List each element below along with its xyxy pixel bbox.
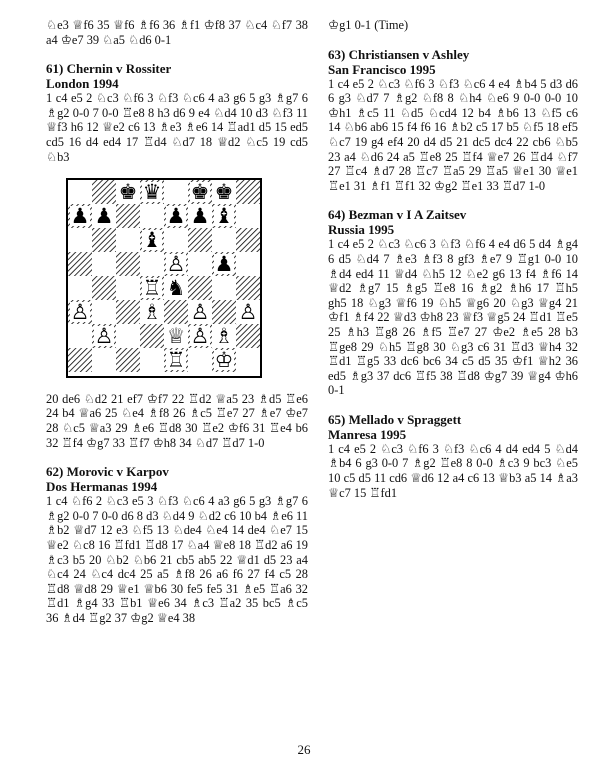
board-square-f4 — [188, 276, 212, 300]
board-square-b4 — [92, 276, 116, 300]
board-square-b3 — [92, 300, 116, 324]
board-square-c3 — [116, 300, 140, 324]
game-62-moves: 1 c4 ♘f6 2 ♘c3 e5 3 ♘f3 ♘c6 4 a3 g6 5 g3 ♗g7 6 ♗g2 0-0 7 0-0 d6 8 d3 ♘d4 9 ♘d2 c6 10 b4 ♗e6 11 ♗b2 ♕d7 12 e3 ♘f5 13 ♘de4 ♘e4 14 de4 ♘e7 15 ♕e2 ♘c8 16 ♖fd1 ♖d8 17 ♘a4 ♕e8 18 ♖d2 a6 19 ♗c3 b5 20 ♘b2 ♘b6 21 cb5 ab5 22 ♕d1 d5 23 a4 ♘c4 24 ♘c4 dc4 25 a5 ♗f8 26 a6 f6 27 f4 c5 28 ♖d8 ♕d8 29 ♕e1 ♕b6 30 fe5 fe5 31 ♗e5 ♖a6 32 ♖d1 ♗g4 33 ♖b1 ♕e6 34 ♗c3 ♖a2 35 bc5 ♗c5 36 ♗d4 ♖g2 37 ♔g2 ♕e4 38 — [46, 494, 308, 625]
board-square-d5 — [140, 252, 164, 276]
chess-piece-g5: ♟ — [214, 252, 234, 277]
board-square-c5 — [116, 252, 140, 276]
game-61-moves-b: 20 de6 ♘d2 21 ef7 ♔f7 22 ♖d2 ♕a5 23 ♗d5 ♖e6 24 b4 ♕a6 25 ♘e4 ♗f8 26 ♗c5 ♖e7 27 ♗e7 ♔e7 28 ♘c5 ♕a3 29 ♗e6 ♖d8 30 ♖e2 ♔f6 31 ♖e4 b6 32 ♖f4 ♔g7 33 ♖f7 ♔h8 34 ♘d7 ♖d7 1-0 — [46, 391, 308, 450]
game62-continuation: ♔g1 0-1 (Time) — [328, 18, 409, 32]
board-square-b1 — [92, 348, 116, 372]
chess-piece-d8: ♛ — [142, 180, 162, 205]
game-65-event: Manresa 1995 — [328, 426, 407, 442]
game-63 — [328, 47, 578, 194]
chess-piece-f7: ♟ — [190, 204, 210, 229]
chess-diagram — [66, 178, 308, 378]
board-square-h5 — [236, 252, 260, 276]
game-62-title: 62) Morovic v Karpov — [46, 464, 169, 480]
chess-piece-g7: ♝ — [214, 204, 234, 229]
chess-piece-d4: ♖ — [142, 276, 162, 301]
right-column — [328, 18, 578, 500]
board-square-g3 — [212, 300, 236, 324]
chess-piece-e7: ♟ — [166, 204, 186, 229]
board-square-g4 — [212, 276, 236, 300]
chess-piece-f3: ♙ — [190, 300, 210, 325]
board-square-e8 — [164, 180, 188, 204]
board-square-h7 — [236, 204, 260, 228]
chess-piece-b7: ♟ — [94, 204, 114, 229]
board-square-c1 — [116, 348, 140, 372]
game60-continuation: ♘e3 ♕f6 35 ♕f6 ♗f6 36 ♗f1 ♔f8 37 ♘c4 ♘f7 38 a4 ♔e7 39 ♘a5 ♘d6 0-1 — [46, 18, 308, 47]
game-64-moves: 1 c4 e5 2 ♘c3 ♘c6 3 ♘f3 ♘f6 4 e4 d6 5 d4 ♗g4 6 d5 ♘d4 7 ♗e3 ♗f3 8 gf3 ♗e7 9 ♖g1 0-0 10 ♗d4 ed4 11 ♕d4 ♘h5 12 ♘e2 g6 13 f4 ♗f6 14 ♕d2 ♗g7 15 ♗g5 ♖e8 16 ♗g2 ♗h6 17 ♖h5 gh5 18 ♘g3 ♕f6 19 ♘h5 ♕g6 20 ♘g3 ♕g4 21 ♔f1 ♗f4 22 ♕d3 ♔h8 23 ♕f3 ♕g5 24 ♖d1 ♖e5 25 ♗h3 ♖g8 26 ♗f5 ♖e7 27 ♔e2 ♗e5 28 b3 ♖ge8 29 ♘h5 ♖g8 30 ♘g3 c6 31 ♖d3 ♕h4 32 ♖d1 ♖g5 33 dc6 bc6 34 c5 d5 35 ♔f1 ♕h2 36 ed5 ♗g3 37 dc6 ♖f5 38 ♖d8 ♔g7 39 ♕g4 ♔h6 0-1 — [328, 237, 578, 398]
chess-piece-g8: ♚ — [214, 180, 234, 205]
board-square-f5 — [188, 252, 212, 276]
chess-piece-d6: ♝ — [142, 228, 162, 253]
board-square-h2 — [236, 324, 260, 348]
board-square-d2 — [140, 324, 164, 348]
board-square-a1 — [68, 348, 92, 372]
board-square-e6 — [164, 228, 188, 252]
chess-piece-f2: ♙ — [190, 324, 210, 349]
board-square-h6 — [236, 228, 260, 252]
game-65-title: 65) Mellado v Spraggett — [328, 411, 462, 427]
chess-piece-b2: ♙ — [94, 324, 114, 349]
board-square-c2 — [116, 324, 140, 348]
chess-piece-h3: ♙ — [238, 300, 258, 325]
game-65-moves: 1 c4 e5 2 ♘c3 ♘f6 3 ♘f3 ♘c6 4 d4 ed4 5 ♘d4 ♗b4 6 g3 0-0 7 ♗g2 ♖e8 8 0-0 ♗c3 9 bc3 ♘e5 10 c5 d5 11 cd6 ♕d6 12 a4 c6 13 ♕b3 a5 14 ♗a3 ♕c7 15 ♖fd1 — [328, 441, 578, 500]
board-square-a5 — [68, 252, 92, 276]
board-square-h4 — [236, 276, 260, 300]
board-square-a6 — [68, 228, 92, 252]
board-square-a8 — [68, 180, 92, 204]
board-square-e3 — [164, 300, 188, 324]
board-square-d1 — [140, 348, 164, 372]
board-square-c4 — [116, 276, 140, 300]
chess-piece-g1: ♔ — [214, 348, 234, 373]
game-63-event: San Francisco 1995 — [328, 61, 436, 77]
board-square-f1 — [188, 348, 212, 372]
board-square-b6 — [92, 228, 116, 252]
board-square-b8 — [92, 180, 116, 204]
game-63-moves: 1 c4 e5 2 ♘c3 ♘f6 3 ♘f3 ♘c6 4 e4 ♗b4 5 d3 d6 6 g3 ♘d7 7 ♗g2 ♘f8 8 ♘h4 ♘e6 9 0-0 0-0 10 ♔h1 ♗c5 11 ♘d5 ♘cd4 12 b4 ♗b6 13 ♘f5 c6 14 ♘b6 ab6 15 f4 f6 16 ♗b2 c5 17 b5 ♘f5 18 ef5 ♘c7 19 g4 ef4 20 d4 d5 21 dc5 dc4 22 cb6 ♘b5 23 a4 ♘d6 24 a5 ♖e8 25 ♖f4 ♕e7 26 ♖d4 ♘f7 27 ♖c4 ♗d7 28 ♖c7 ♖a5 29 ♖a5 ♕e1 30 ♕e1 ♖e1 31 ♗f1 ♖f1 32 ♔g2 ♖e1 33 ♖d7 1-0 — [328, 76, 578, 193]
board-square-c7 — [116, 204, 140, 228]
board-square-h8 — [236, 180, 260, 204]
chess-piece-e4: ♞ — [166, 276, 186, 301]
board-square-h1 — [236, 348, 260, 372]
board-square-a2 — [68, 324, 92, 348]
game-64-event: Russia 1995 — [328, 222, 395, 238]
game-64-title: 64) Bezman v I A Zaitsev — [328, 207, 467, 223]
game-61 — [46, 61, 308, 450]
chess-piece-a3: ♙ — [70, 300, 90, 325]
chess-piece-c8: ♚ — [118, 180, 138, 205]
game-62 — [46, 464, 308, 625]
board-square-d7 — [140, 204, 164, 228]
chess-piece-d3: ♗ — [142, 300, 162, 325]
game-65 — [328, 412, 578, 500]
chess-board — [68, 180, 260, 372]
chess-piece-a7: ♟ — [70, 204, 90, 229]
chess-piece-g2: ♗ — [214, 324, 234, 349]
chess-piece-e2: ♕ — [166, 324, 186, 349]
game-64 — [328, 207, 578, 398]
game-61-title: 61) Chernin v Rossiter — [46, 61, 172, 77]
game-62-event: Dos Hermanas 1994 — [46, 479, 158, 495]
board-square-a4 — [68, 276, 92, 300]
page-number: 26 — [297, 742, 311, 757]
game-63-title: 63) Christiansen v Ashley — [328, 46, 470, 62]
board-square-g6 — [212, 228, 236, 252]
game-61-event: London 1994 — [46, 76, 119, 92]
board-square-c6 — [116, 228, 140, 252]
chess-piece-e1: ♖ — [166, 348, 186, 373]
left-column — [46, 18, 308, 625]
chess-piece-f8: ♚ — [190, 180, 210, 205]
board-square-f6 — [188, 228, 212, 252]
board-square-b5 — [92, 252, 116, 276]
game-61-moves-a: 1 c4 e5 2 ♘c3 ♘f6 3 ♘f3 ♘c6 4 a3 g6 5 g3 ♗g7 6 ♗g2 0-0 7 0-0 ♖e8 8 h3 d6 9 e4 ♘d4 10 d3 ♘f3 11 ♕f3 h6 12 ♕e2 c6 13 ♗e3 ♗e6 14 ♖ad1 d5 15 ed5 cd5 16 d4 ed4 17 ♖d4 ♘d7 18 ♕d2 ♘c5 19 cd5 ♘b3 — [46, 91, 308, 164]
chess-piece-e5: ♙ — [166, 252, 186, 277]
